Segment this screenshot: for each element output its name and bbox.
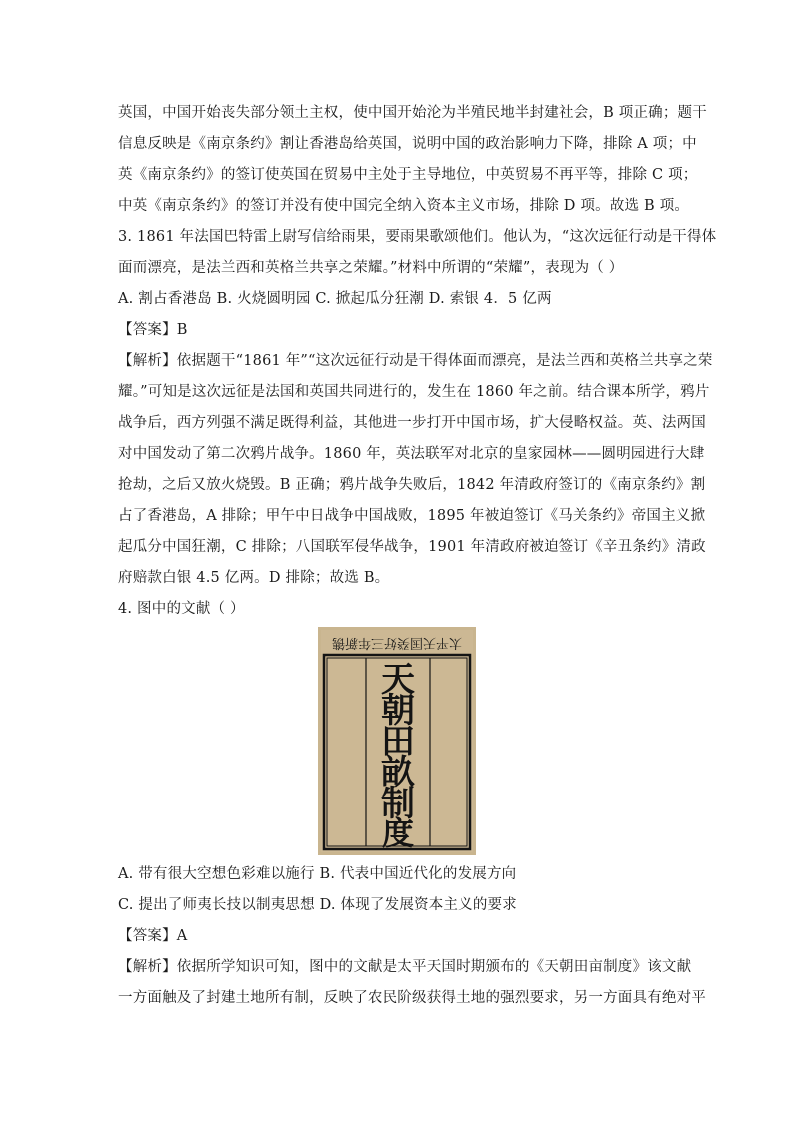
text-line: 英国，中国开始丧失部分领土主权，使中国开始沦为半殖民地半封建社会，B 项正确；题干 — [118, 105, 707, 121]
answer-label: 【答案】A — [118, 928, 188, 944]
document-image-tianchao-tianmu-zhidu — [318, 627, 476, 855]
question-3-stem: 3. 1861 年法国巴特雷上尉写信给雨果，要雨果歌颂他们。他认为，“这次远征行动是干得体 — [118, 229, 717, 245]
answer-label: 【答案】B — [118, 322, 188, 338]
question-4-options: C. 提出了师夷长技以制夷思想 D. 体现了发展资本主义的要求 — [118, 897, 517, 913]
analysis-text: 一方面触及了封建土地所有制，反映了农民阶级获得土地的强烈要求，另一方面具有绝对平 — [118, 990, 706, 1006]
analysis-text: 占了香港岛，A 排除；甲午中日战争中国战败，1895 年被迫签订《马关条约》帝国主义掀 — [118, 508, 706, 524]
title-char-4: 畝 — [381, 753, 415, 793]
analysis-text: 【解析】依据题干“1861 年”“这次远征行动是干得体面而漂亮，是法兰西和英格兰共享之荣 — [118, 353, 713, 369]
analysis-text: 战争后，西方列强不满足既得利益，其他进一步打开中国市场，扩大侵略权益。英、法两国 — [118, 415, 706, 431]
question-4-options: A. 带有很大空想色彩难以施行 B. 代表中国近代化的发展方向 — [118, 866, 517, 882]
analysis-text: 耀。”可知是这次远征是法国和英国共同进行的，发生在 1860 年之前。结合课本所学，鸦片 — [118, 384, 710, 400]
text-line: 中英《南京条约》的签订并没有使中国完全纳入资本主义市场，排除 D 项。故选 B 项。 — [118, 198, 690, 214]
analysis-text: 府赔款白银 4.5 亿两。D 排除；故选 B。 — [118, 570, 390, 586]
question-3-stem: 面而漂亮，是法兰西和英格兰共享之荣耀。”材料中所谓的“荣耀”，表现为（ ） — [118, 260, 624, 276]
title-char-6: 度 — [381, 814, 415, 852]
analysis-text: 【解析】依据所学知识可知，图中的文献是太平天国时期颁布的《天朝田亩制度》该文献 — [118, 959, 692, 975]
title-char-1: 天 — [381, 660, 415, 700]
analysis-text: 对中国发动了第二次鸦片战争。1860 年，英法联军对北京的皇家园林——圆明园进行大肆 — [118, 446, 705, 462]
analysis-text: 抢劫，之后又放火烧毁。B 正确；鸦片战争失败后，1842 年清政府签订的《南京条约》割 — [118, 477, 706, 493]
title-char-5: 制 — [381, 784, 415, 824]
title-char-3: 田 — [381, 722, 415, 762]
historical-document-illustration — [318, 627, 476, 855]
question-3-options: A. 割占香港岛 B. 火烧圆明园 C. 掀起瓜分狂潮 D. 索银 4．5 亿两 — [118, 291, 552, 307]
text-line: 英《南京条约》的签订使英国在贸易中主处于主导地位，中英贸易不再平等，排除 C 项； — [118, 167, 698, 183]
title-char-2: 朝 — [381, 691, 415, 731]
document-header-text: 太平天国癸好三年新镌 — [331, 635, 463, 650]
question-4-stem: 4. 图中的文献（ ） — [118, 601, 245, 617]
analysis-text: 起瓜分中国狂潮，C 排除；八国联军侵华战争，1901 年清政府被迫签订《辛丑条约》清政 — [118, 539, 706, 555]
text-line: 信息反映是《南京条约》割让香港岛给英国，说明中国的政治影响力下降，排除 A 项；中 — [118, 136, 697, 152]
